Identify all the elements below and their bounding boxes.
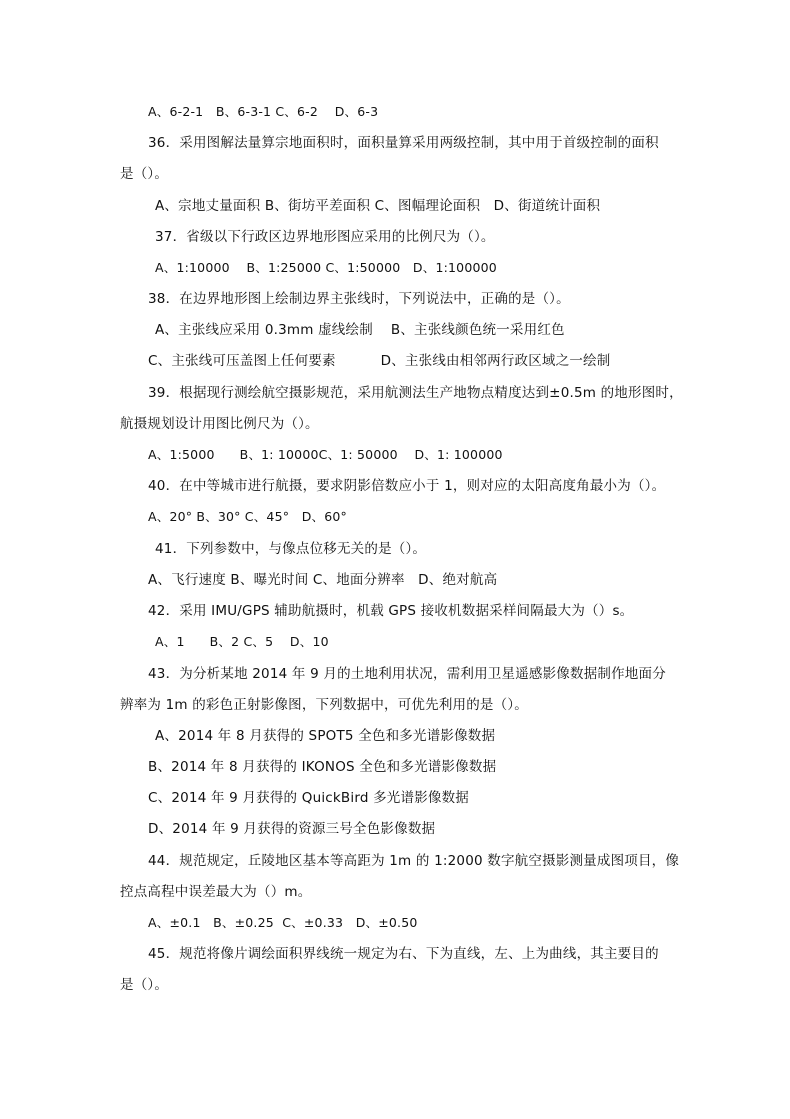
q35-options: A、6-2-1 B、6-3-1 C、6-2 D、6-3: [148, 104, 379, 119]
q43-option-b: B、2014 年 8 月获得的 IKONOS 全色和多光谱影像数据: [148, 759, 497, 775]
q36-question: 36．采用图解法量算宗地面积时，面积量算采用两级控制，其中用于首级控制的面积: [148, 135, 659, 151]
q44-question: 44．规范规定，丘陵地区基本等高距为 1m 的 1:2000 数字航空摄影测量成图项目，像: [148, 853, 680, 869]
q38-options-ab: A、主张线应采用 0.3mm 虚线绘制 B、主张线颜色统一采用红色: [155, 322, 565, 338]
q38-question: 38．在边界地形图上绘制边界主张线时，下列说法中，正确的是（）。: [148, 291, 570, 307]
q43-question-cont: 辨率为 1m 的彩色正射影像图，下列数据中，可优先利用的是（）。: [120, 697, 528, 713]
q37-question: 37．省级以下行政区边界地形图应采用的比例尺为（）。: [155, 229, 495, 245]
q38-options-cd: C、主张线可压盖图上任何要素 D、主张线由相邻两行政区域之一绘制: [148, 353, 611, 369]
q42-options: A、1 B、2 C、5 D、10: [155, 634, 329, 649]
q39-question: 39．根据现行测绘航空摄影规范，采用航测法生产地物点精度达到±0.5m 的地形图时，: [148, 385, 683, 401]
q40-options: A、20° B、30° C、45° D、60°: [148, 509, 347, 524]
q37-options: A、1:10000 B、1:25000 C、1:50000 D、1:100000: [155, 260, 497, 275]
q43-question: 43．为分析某地 2014 年 9 月的土地利用状况，需利用卫星遥感影像数据制作地面分: [148, 666, 666, 682]
q42-question: 42．采用 IMU/GPS 辅助航摄时，机载 GPS 接收机数据采样间隔最大为（）s。: [148, 603, 634, 619]
q45-question-cont: 是（）。: [120, 977, 169, 993]
q44-question-cont: 控点高程中误差最大为（）m。: [120, 884, 312, 900]
q45-question: 45．规范将像片调绘面积界线统一规定为右、下为直线，左、上为曲线，其主要目的: [148, 946, 659, 962]
q44-options: A、±0.1 B、±0.25 C、±0.33 D、±0.50: [148, 915, 418, 930]
q39-question-cont: 航摄规划设计用图比例尺为（）。: [120, 416, 319, 432]
q43-option-a: A、2014 年 8 月获得的 SPOT5 全色和多光谱影像数据: [155, 728, 496, 744]
q36-question-cont: 是（）。: [120, 166, 169, 182]
q39-options: A、1:5000 B、1: 10000C、1: 50000 D、1: 100000: [148, 447, 503, 462]
q43-option-d: D、2014 年 9 月获得的资源三号全色影像数据: [148, 821, 436, 837]
q36-options: A、宗地丈量面积 B、街坊平差面积 C、图幅理论面积 D、街道统计面积: [155, 198, 601, 214]
q41-options: A、飞行速度 B、曝光时间 C、地面分辨率 D、绝对航高: [148, 572, 498, 588]
q40-question: 40．在中等城市进行航摄，要求阴影倍数应小于 1，则对应的太阳高度角最小为（）。: [148, 478, 666, 494]
q41-question: 41．下列参数中，与像点位移无关的是（）。: [155, 541, 427, 557]
q43-option-c: C、2014 年 9 月获得的 QuickBird 多光谱影像数据: [148, 790, 469, 806]
